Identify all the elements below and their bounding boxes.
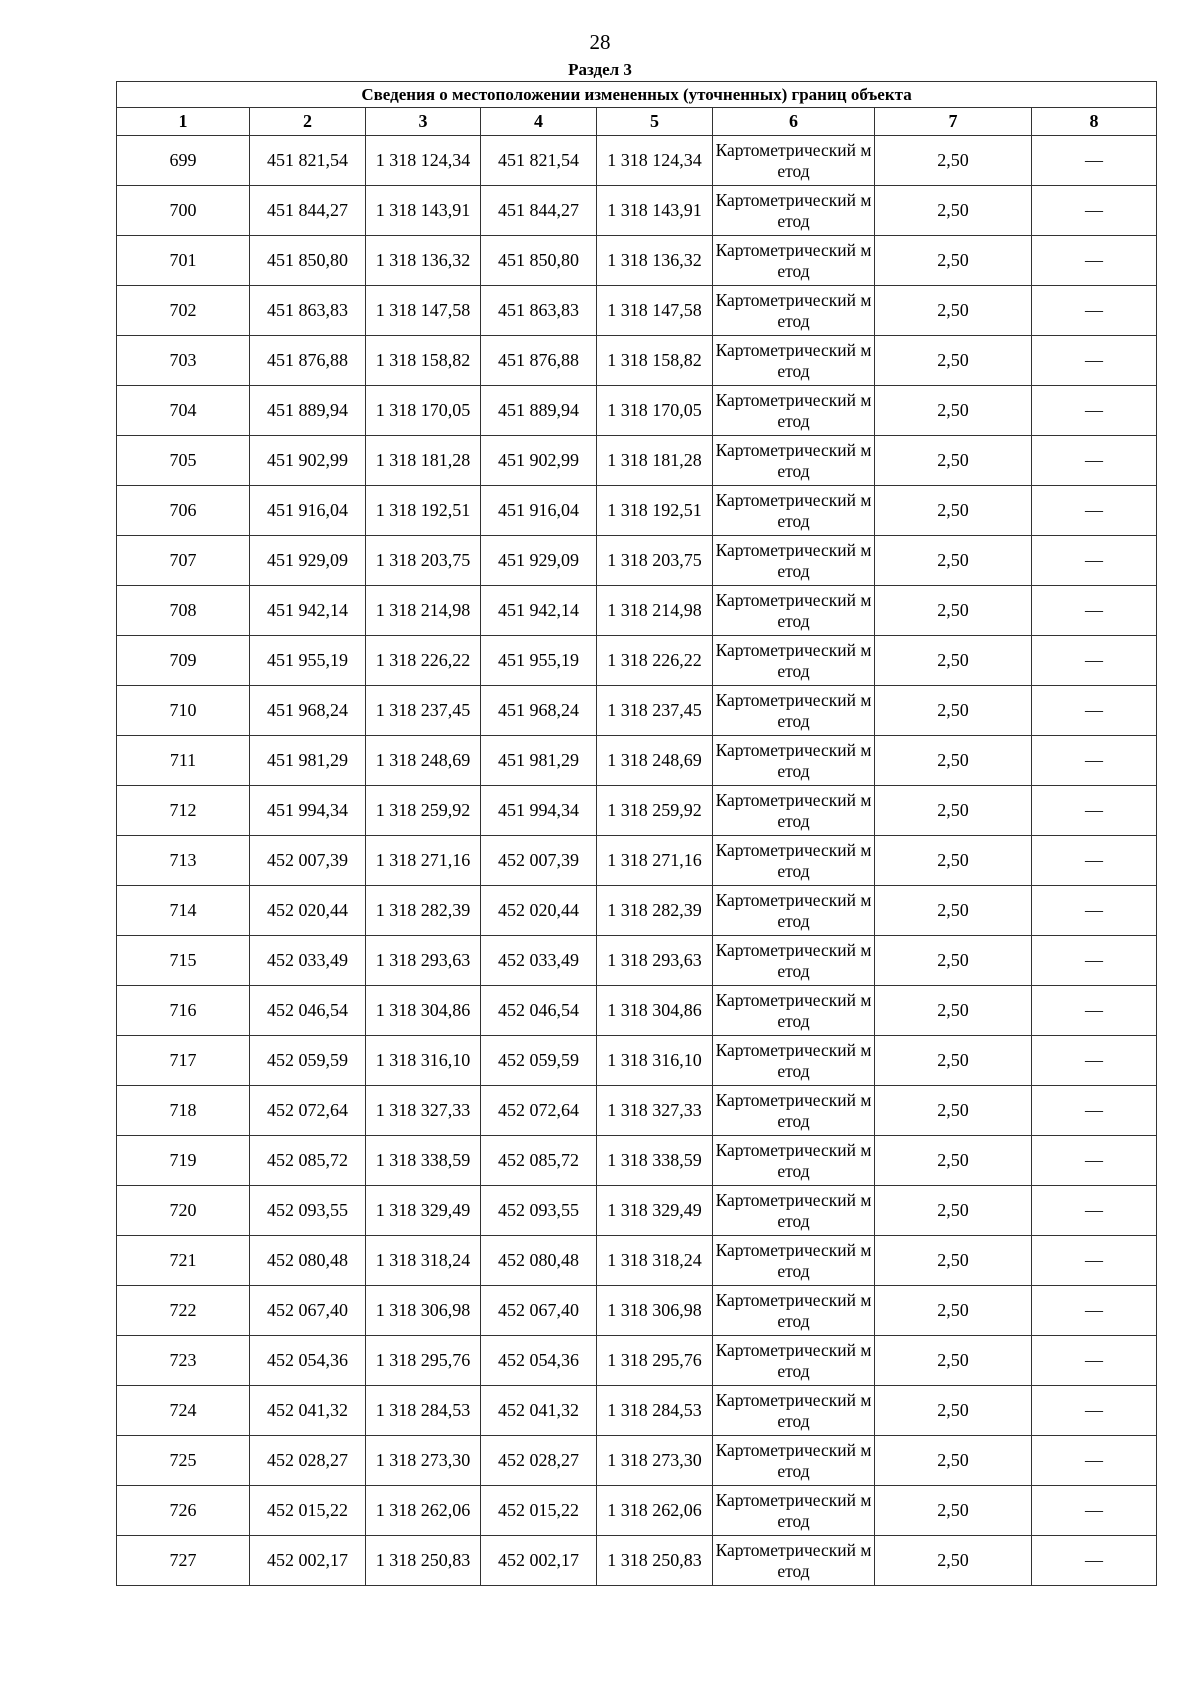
table-cell-col-3: 1 318 203,75 <box>366 536 481 586</box>
table-cell-col-3: 1 318 338,59 <box>366 1136 481 1186</box>
table-cell-col-5: 1 318 248,69 <box>597 736 713 786</box>
table-cell-col-1: 727 <box>117 1536 250 1586</box>
table-cell-col-2: 451 876,88 <box>250 336 366 386</box>
table-row <box>117 1386 1157 1436</box>
table-cell-col-3: 1 318 271,16 <box>366 836 481 886</box>
table-cell-col-3: 1 318 181,28 <box>366 436 481 486</box>
table-cell-col-8: — <box>1032 886 1157 936</box>
table-cell-col-5: 1 318 304,86 <box>597 986 713 1036</box>
table-cell-col-2: 452 054,36 <box>250 1336 366 1386</box>
table-cell-col-5: 1 318 192,51 <box>597 486 713 536</box>
table-cell-col-5: 1 318 214,98 <box>597 586 713 636</box>
table-cell-col-3: 1 318 226,22 <box>366 636 481 686</box>
table-cell-col-6: Картометрический метод <box>713 1436 875 1486</box>
table-cell-col-5: 1 318 226,22 <box>597 636 713 686</box>
table-cell-col-2: 452 002,17 <box>250 1536 366 1586</box>
table-row <box>117 1036 1157 1086</box>
table-cell-col-6: Картометрический метод <box>713 886 875 936</box>
table-cell-col-2: 452 046,54 <box>250 986 366 1036</box>
table-cell-col-2: 452 007,39 <box>250 836 366 886</box>
table-cell-col-8: — <box>1032 1236 1157 1286</box>
table-cell-col-7: 2,50 <box>875 136 1032 186</box>
table-cell-col-1: 723 <box>117 1336 250 1386</box>
table-cell-col-3: 1 318 284,53 <box>366 1386 481 1436</box>
table-cell-col-2: 451 955,19 <box>250 636 366 686</box>
table-cell-col-3: 1 318 316,10 <box>366 1036 481 1086</box>
table-cell-col-3: 1 318 304,86 <box>366 986 481 1036</box>
table-cell-col-5: 1 318 306,98 <box>597 1286 713 1336</box>
table-cell-col-8: — <box>1032 1286 1157 1336</box>
table-cell-col-7: 2,50 <box>875 1436 1032 1486</box>
table-cell-col-3: 1 318 192,51 <box>366 486 481 536</box>
column-header-row <box>117 108 1157 136</box>
table-cell-col-2: 452 033,49 <box>250 936 366 986</box>
table-cell-col-8: — <box>1032 1186 1157 1236</box>
table-cell-col-1: 701 <box>117 236 250 286</box>
table-cell-col-7: 2,50 <box>875 436 1032 486</box>
table-row <box>117 1236 1157 1286</box>
table-cell-col-3: 1 318 318,24 <box>366 1236 481 1286</box>
table-cell-col-3: 1 318 170,05 <box>366 386 481 436</box>
table-cell-col-4: 451 942,14 <box>481 586 597 636</box>
table-cell-col-5: 1 318 124,34 <box>597 136 713 186</box>
table-cell-col-1: 722 <box>117 1286 250 1336</box>
table-cell-col-4: 451 955,19 <box>481 636 597 686</box>
table-cell-col-4: 452 020,44 <box>481 886 597 936</box>
table-cell-col-3: 1 318 214,98 <box>366 586 481 636</box>
table-row <box>117 1486 1157 1536</box>
table-cell-col-4: 452 054,36 <box>481 1336 597 1386</box>
table-cell-col-5: 1 318 329,49 <box>597 1186 713 1236</box>
table-cell-col-7: 2,50 <box>875 636 1032 686</box>
table-cell-col-1: 720 <box>117 1186 250 1236</box>
table-cell-col-6: Картометрический метод <box>713 636 875 686</box>
table-cell-col-2: 451 889,94 <box>250 386 366 436</box>
table-cell-col-2: 451 916,04 <box>250 486 366 536</box>
table-cell-col-7: 2,50 <box>875 1086 1032 1136</box>
table-cell-col-2: 452 028,27 <box>250 1436 366 1486</box>
table-cell-col-6: Картометрический метод <box>713 1236 875 1286</box>
table-row <box>117 836 1157 886</box>
table-row <box>117 1336 1157 1386</box>
table-cell-col-4: 451 994,34 <box>481 786 597 836</box>
table-cell-col-2: 451 929,09 <box>250 536 366 586</box>
table-cell-col-1: 724 <box>117 1386 250 1436</box>
table-cell-col-7: 2,50 <box>875 1536 1032 1586</box>
table-cell-col-5: 1 318 282,39 <box>597 886 713 936</box>
table-cell-col-6: Картометрический метод <box>713 186 875 236</box>
table-cell-col-2: 451 942,14 <box>250 586 366 636</box>
table-cell-col-2: 451 863,83 <box>250 286 366 336</box>
table-cell-col-5: 1 318 318,24 <box>597 1236 713 1286</box>
table-cell-col-2: 452 085,72 <box>250 1136 366 1186</box>
table-cell-col-2: 452 080,48 <box>250 1236 366 1286</box>
table-cell-col-7: 2,50 <box>875 1486 1032 1536</box>
table-cell-col-7: 2,50 <box>875 286 1032 336</box>
table-cell-col-6: Картометрический метод <box>713 736 875 786</box>
table-cell-col-2: 451 844,27 <box>250 186 366 236</box>
table-cell-col-8: — <box>1032 636 1157 686</box>
table-cell-col-3: 1 318 237,45 <box>366 686 481 736</box>
table-row <box>117 486 1157 536</box>
table-row <box>117 586 1157 636</box>
table-cell-col-1: 717 <box>117 1036 250 1086</box>
table-cell-col-4: 451 968,24 <box>481 686 597 736</box>
table-cell-col-7: 2,50 <box>875 936 1032 986</box>
table-cell-col-4: 452 059,59 <box>481 1036 597 1086</box>
table-cell-col-6: Картометрический метод <box>713 386 875 436</box>
table-row <box>117 1536 1157 1586</box>
table-cell-col-4: 451 889,94 <box>481 386 597 436</box>
table-cell-col-6: Картометрический метод <box>713 1286 875 1336</box>
column-header: 2 <box>250 108 366 136</box>
table-cell-col-3: 1 318 262,06 <box>366 1486 481 1536</box>
table-cell-col-5: 1 318 259,92 <box>597 786 713 836</box>
table-cell-col-4: 452 093,55 <box>481 1186 597 1236</box>
table-cell-col-5: 1 318 237,45 <box>597 686 713 736</box>
column-header: 3 <box>366 108 481 136</box>
table-cell-col-7: 2,50 <box>875 536 1032 586</box>
table-cell-col-7: 2,50 <box>875 836 1032 886</box>
table-cell-col-6: Картометрический метод <box>713 336 875 386</box>
table-cell-col-8: — <box>1032 1036 1157 1086</box>
table-cell-col-8: — <box>1032 336 1157 386</box>
table-cell-col-6: Картометрический метод <box>713 1186 875 1236</box>
table-cell-col-8: — <box>1032 436 1157 486</box>
table-cell-col-6: Картометрический метод <box>713 686 875 736</box>
table-cell-col-5: 1 318 147,58 <box>597 286 713 336</box>
table-cell-col-1: 708 <box>117 586 250 636</box>
table-cell-col-7: 2,50 <box>875 1036 1032 1086</box>
table-cell-col-1: 726 <box>117 1486 250 1536</box>
table-cell-col-5: 1 318 273,30 <box>597 1436 713 1486</box>
table-cell-col-8: — <box>1032 136 1157 186</box>
table-cell-col-7: 2,50 <box>875 986 1032 1036</box>
table-cell-col-8: — <box>1032 736 1157 786</box>
table-cell-col-1: 710 <box>117 686 250 736</box>
table-cell-col-3: 1 318 306,98 <box>366 1286 481 1336</box>
table-cell-col-1: 705 <box>117 436 250 486</box>
table-cell-col-4: 451 902,99 <box>481 436 597 486</box>
table-cell-col-5: 1 318 136,32 <box>597 236 713 286</box>
table-cell-col-7: 2,50 <box>875 886 1032 936</box>
table-cell-col-8: — <box>1032 986 1157 1036</box>
table-cell-col-6: Картометрический метод <box>713 1036 875 1086</box>
table-cell-col-2: 451 981,29 <box>250 736 366 786</box>
table-cell-col-4: 452 007,39 <box>481 836 597 886</box>
table-cell-col-2: 452 067,40 <box>250 1286 366 1336</box>
table-cell-col-6: Картометрический метод <box>713 436 875 486</box>
table-cell-col-6: Картометрический метод <box>713 486 875 536</box>
table-cell-col-5: 1 318 316,10 <box>597 1036 713 1086</box>
table-cell-col-3: 1 318 273,30 <box>366 1436 481 1486</box>
table-cell-col-1: 706 <box>117 486 250 536</box>
table-row <box>117 736 1157 786</box>
table-cell-col-2: 452 093,55 <box>250 1186 366 1236</box>
table-cell-col-2: 452 041,32 <box>250 1386 366 1436</box>
table-cell-col-5: 1 318 295,76 <box>597 1336 713 1386</box>
table-cell-col-2: 451 850,80 <box>250 236 366 286</box>
table-cell-col-4: 451 929,09 <box>481 536 597 586</box>
table-cell-col-6: Картометрический метод <box>713 936 875 986</box>
table-cell-col-1: 718 <box>117 1086 250 1136</box>
table-cell-col-1: 703 <box>117 336 250 386</box>
table-row <box>117 236 1157 286</box>
table-cell-col-7: 2,50 <box>875 736 1032 786</box>
boundary-coordinates-table <box>116 81 1157 1586</box>
table-cell-col-8: — <box>1032 1436 1157 1486</box>
table-cell-col-2: 452 020,44 <box>250 886 366 936</box>
table-cell-col-1: 725 <box>117 1436 250 1486</box>
table-cell-col-3: 1 318 124,34 <box>366 136 481 186</box>
table-cell-col-6: Картометрический метод <box>713 1136 875 1186</box>
table-cell-col-8: — <box>1032 486 1157 536</box>
table-cell-col-8: — <box>1032 1486 1157 1536</box>
table-caption: Сведения о местоположении измененных (уточненных) границ объекта <box>117 82 1157 108</box>
table-cell-col-8: — <box>1032 1336 1157 1386</box>
table-cell-col-5: 1 318 293,63 <box>597 936 713 986</box>
table-cell-col-4: 452 028,27 <box>481 1436 597 1486</box>
table-cell-col-4: 452 067,40 <box>481 1286 597 1336</box>
table-cell-col-5: 1 318 158,82 <box>597 336 713 386</box>
table-cell-col-3: 1 318 259,92 <box>366 786 481 836</box>
table-body <box>117 136 1157 1586</box>
table-cell-col-1: 719 <box>117 1136 250 1186</box>
table-cell-col-5: 1 318 203,75 <box>597 536 713 586</box>
table-cell-col-1: 712 <box>117 786 250 836</box>
table-row <box>117 1286 1157 1336</box>
column-header: 1 <box>117 108 250 136</box>
table-cell-col-8: — <box>1032 836 1157 886</box>
table-cell-col-1: 713 <box>117 836 250 886</box>
table-row <box>117 386 1157 436</box>
table-cell-col-8: — <box>1032 786 1157 836</box>
table-row <box>117 936 1157 986</box>
table-cell-col-6: Картометрический метод <box>713 586 875 636</box>
table-cell-col-7: 2,50 <box>875 1236 1032 1286</box>
column-header: 5 <box>597 108 713 136</box>
table-cell-col-7: 2,50 <box>875 1336 1032 1386</box>
table-row <box>117 1186 1157 1236</box>
table-cell-col-6: Картометрический метод <box>713 786 875 836</box>
table-cell-col-8: — <box>1032 586 1157 636</box>
table-cell-col-5: 1 318 284,53 <box>597 1386 713 1436</box>
column-header: 7 <box>875 108 1032 136</box>
table-cell-col-6: Картометрический метод <box>713 1336 875 1386</box>
table-cell-col-4: 451 863,83 <box>481 286 597 336</box>
table-cell-col-4: 452 015,22 <box>481 1486 597 1536</box>
table-row <box>117 686 1157 736</box>
table-cell-col-2: 452 059,59 <box>250 1036 366 1086</box>
table-cell-col-8: — <box>1032 1086 1157 1136</box>
table-cell-col-2: 451 994,34 <box>250 786 366 836</box>
table-cell-col-8: — <box>1032 1386 1157 1436</box>
table-cell-col-7: 2,50 <box>875 186 1032 236</box>
table-row <box>117 286 1157 336</box>
table-cell-col-5: 1 318 338,59 <box>597 1136 713 1186</box>
table-cell-col-5: 1 318 327,33 <box>597 1086 713 1136</box>
column-header: 6 <box>713 108 875 136</box>
table-cell-col-7: 2,50 <box>875 586 1032 636</box>
table-row <box>117 136 1157 186</box>
table-cell-col-8: — <box>1032 1136 1157 1186</box>
table-cell-col-3: 1 318 248,69 <box>366 736 481 786</box>
table-cell-col-4: 451 981,29 <box>481 736 597 786</box>
table-cell-col-8: — <box>1032 936 1157 986</box>
table-cell-col-5: 1 318 250,83 <box>597 1536 713 1586</box>
table-cell-col-1: 721 <box>117 1236 250 1286</box>
table-cell-col-3: 1 318 250,83 <box>366 1536 481 1586</box>
table-cell-col-6: Картометрический метод <box>713 986 875 1036</box>
table-cell-col-6: Картометрический метод <box>713 1086 875 1136</box>
section-title: Раздел 3 <box>568 60 632 79</box>
table-row <box>117 636 1157 686</box>
table-cell-col-7: 2,50 <box>875 1136 1032 1186</box>
table-cell-col-5: 1 318 170,05 <box>597 386 713 436</box>
table-cell-col-5: 1 318 271,16 <box>597 836 713 886</box>
table-cell-col-7: 2,50 <box>875 1186 1032 1236</box>
table-row <box>117 786 1157 836</box>
table-cell-col-3: 1 318 158,82 <box>366 336 481 386</box>
table-cell-col-4: 452 002,17 <box>481 1536 597 1586</box>
column-header: 4 <box>481 108 597 136</box>
table-cell-col-4: 452 033,49 <box>481 936 597 986</box>
table-cell-col-2: 451 902,99 <box>250 436 366 486</box>
table-cell-col-1: 714 <box>117 886 250 936</box>
table-cell-col-2: 451 968,24 <box>250 686 366 736</box>
table-cell-col-4: 452 046,54 <box>481 986 597 1036</box>
table-cell-col-2: 451 821,54 <box>250 136 366 186</box>
table-cell-col-8: — <box>1032 236 1157 286</box>
table-caption-row <box>117 82 1157 108</box>
table-cell-col-4: 451 850,80 <box>481 236 597 286</box>
table-row <box>117 186 1157 236</box>
table-cell-col-1: 716 <box>117 986 250 1036</box>
table-cell-col-8: — <box>1032 386 1157 436</box>
table-row <box>117 1436 1157 1486</box>
table-cell-col-4: 452 085,72 <box>481 1136 597 1186</box>
table-cell-col-6: Картометрический метод <box>713 1386 875 1436</box>
table-cell-col-7: 2,50 <box>875 236 1032 286</box>
table-cell-col-3: 1 318 147,58 <box>366 286 481 336</box>
table-cell-col-4: 451 844,27 <box>481 186 597 236</box>
table-row <box>117 336 1157 386</box>
page-number: 28 <box>589 30 611 54</box>
table-cell-col-3: 1 318 282,39 <box>366 886 481 936</box>
table-cell-col-1: 711 <box>117 736 250 786</box>
table-cell-col-7: 2,50 <box>875 386 1032 436</box>
table-cell-col-6: Картометрический метод <box>713 536 875 586</box>
table-row <box>117 436 1157 486</box>
table-cell-col-1: 700 <box>117 186 250 236</box>
table-cell-col-4: 452 041,32 <box>481 1386 597 1436</box>
table-row <box>117 536 1157 586</box>
table-row <box>117 1086 1157 1136</box>
table-cell-col-1: 704 <box>117 386 250 436</box>
table-cell-col-4: 451 821,54 <box>481 136 597 186</box>
table-cell-col-2: 452 015,22 <box>250 1486 366 1536</box>
table-cell-col-4: 451 876,88 <box>481 336 597 386</box>
table-cell-col-6: Картометрический метод <box>713 136 875 186</box>
table-cell-col-1: 702 <box>117 286 250 336</box>
table-cell-col-3: 1 318 143,91 <box>366 186 481 236</box>
table-cell-col-3: 1 318 329,49 <box>366 1186 481 1236</box>
table-cell-col-6: Картометрический метод <box>713 286 875 336</box>
table-cell-col-7: 2,50 <box>875 786 1032 836</box>
table-row <box>117 986 1157 1036</box>
table-cell-col-3: 1 318 295,76 <box>366 1336 481 1386</box>
table-cell-col-3: 1 318 136,32 <box>366 236 481 286</box>
table-cell-col-7: 2,50 <box>875 336 1032 386</box>
table-cell-col-6: Картометрический метод <box>713 1486 875 1536</box>
table-cell-col-8: — <box>1032 286 1157 336</box>
table-cell-col-3: 1 318 327,33 <box>366 1086 481 1136</box>
table-cell-col-5: 1 318 181,28 <box>597 436 713 486</box>
table-cell-col-8: — <box>1032 1536 1157 1586</box>
table-row <box>117 1136 1157 1186</box>
column-header: 8 <box>1032 108 1157 136</box>
table-cell-col-1: 709 <box>117 636 250 686</box>
table-cell-col-8: — <box>1032 186 1157 236</box>
table-row <box>117 886 1157 936</box>
table-cell-col-5: 1 318 262,06 <box>597 1486 713 1536</box>
table-cell-col-6: Картометрический метод <box>713 236 875 286</box>
table-cell-col-4: 452 080,48 <box>481 1236 597 1286</box>
table-cell-col-6: Картометрический метод <box>713 836 875 886</box>
table-cell-col-7: 2,50 <box>875 686 1032 736</box>
table-cell-col-4: 452 072,64 <box>481 1086 597 1136</box>
table-cell-col-8: — <box>1032 686 1157 736</box>
table-cell-col-5: 1 318 143,91 <box>597 186 713 236</box>
table-cell-col-3: 1 318 293,63 <box>366 936 481 986</box>
table-cell-col-4: 451 916,04 <box>481 486 597 536</box>
table-cell-col-7: 2,50 <box>875 1286 1032 1336</box>
table-cell-col-1: 707 <box>117 536 250 586</box>
table-cell-col-7: 2,50 <box>875 1386 1032 1436</box>
table-cell-col-6: Картометрический метод <box>713 1536 875 1586</box>
table-cell-col-8: — <box>1032 536 1157 586</box>
table-cell-col-1: 699 <box>117 136 250 186</box>
table-cell-col-7: 2,50 <box>875 486 1032 536</box>
table-cell-col-2: 452 072,64 <box>250 1086 366 1136</box>
table-cell-col-1: 715 <box>117 936 250 986</box>
